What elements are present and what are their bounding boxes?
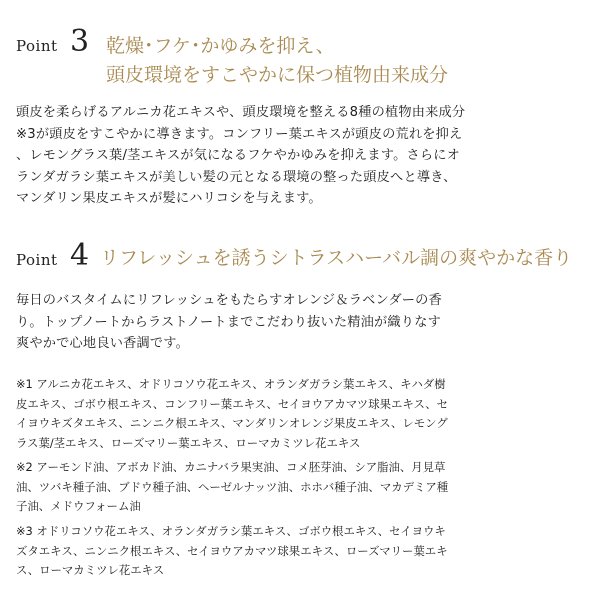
footnote-line: ※3 オドリコソウ花エキス、オランダガラシ葉エキス、ゴボウ根エキス、セイヨウキ	[16, 524, 446, 538]
point-4-body-line: 毎日のバスタイムにリフレッシュをもたらすオレンジ＆ラベンダーの香	[16, 293, 442, 308]
footnote-line: ※2 アーモンド油、アボカド油、カニナバラ果実油、コメ胚芽油、シア脂油、月見草	[16, 460, 446, 474]
footnote-line: ラス葉/茎エキス、ローズマリー葉エキス、ローマカミツレ花エキス	[16, 435, 361, 450]
point-4-number: 4	[70, 238, 90, 273]
footnote-line: イヨウキズタエキス、ニンニク根エキス、マンダリンオレンジ果皮エキス、レモング	[16, 416, 448, 430]
point-3-body	[16, 102, 588, 210]
point-3-heading	[0, 24, 600, 90]
footnote-line: 子油、メドウフォーム油	[16, 499, 141, 513]
point-4-heading	[0, 238, 600, 282]
point-3-number: 3	[70, 24, 90, 59]
footnote-3	[16, 522, 588, 581]
footnote-1	[16, 375, 588, 453]
point-3-body-line: マンダリン果皮エキスが髪にハリコシを与えます。	[16, 191, 322, 206]
point-4-body-line: り。トップノートからラストノートまでこだわり抜いた精油が織りなす	[16, 314, 441, 330]
footnote-line: ※1 アルニカ花エキス、オドリコソウ花エキス、オランダガラシ葉エキス、キハダ樹	[16, 377, 446, 391]
point-3-label: Point	[16, 37, 58, 55]
point-3-headline-line-1: 乾燥･フケ･かゆみを抑え、	[106, 35, 335, 57]
point-3-body-line: 頭皮を柔らげるアルニカ花エキスや、頭皮環境を整える8種の植物由来成分	[16, 105, 466, 120]
footnote-line: 油、ツバキ種子油、ブドウ種子油、ヘーゼルナッツ油、ホホバ種子油、マカデミア種	[16, 479, 449, 494]
footnote-2	[16, 458, 588, 517]
footnote-line: 皮エキス、ゴボウ根エキス、コンフリー葉エキス、セイヨウアカマツ球果エキス、セ	[16, 396, 449, 411]
point-3-body-line: ランダガラシ葉エキスが美しい髪の元となる環境の整った頭皮へと導き、	[16, 169, 457, 185]
point-3-headline-line-2: 頭皮環境をすこやかに保つ植物由来成分	[106, 64, 449, 86]
point-4-headline: リフレッシュを誘うシトラスハーバル調の爽やかな香り	[100, 247, 573, 269]
point-3-body-line: 、レモングラス葉/茎エキスが気になるフケやかゆみを抑えます。さらにオ	[16, 148, 461, 163]
point-3-body-line: ※3が頭皮をすこやかに導きます。コンフリー葉エキスが頭皮の荒れを抑え	[16, 126, 463, 142]
point-4-body	[16, 290, 588, 355]
footnote-line: ス、ローマカミツレ花エキス	[16, 563, 165, 577]
point-4-body-line: 爽やかで心地良い香調です。	[16, 336, 189, 351]
footnote-line: ズタエキス、ニンニク根エキス、セイヨウアカマツ球果エキス、ローズマリー葉エキ	[16, 543, 448, 558]
point-4-label: Point	[16, 251, 58, 269]
